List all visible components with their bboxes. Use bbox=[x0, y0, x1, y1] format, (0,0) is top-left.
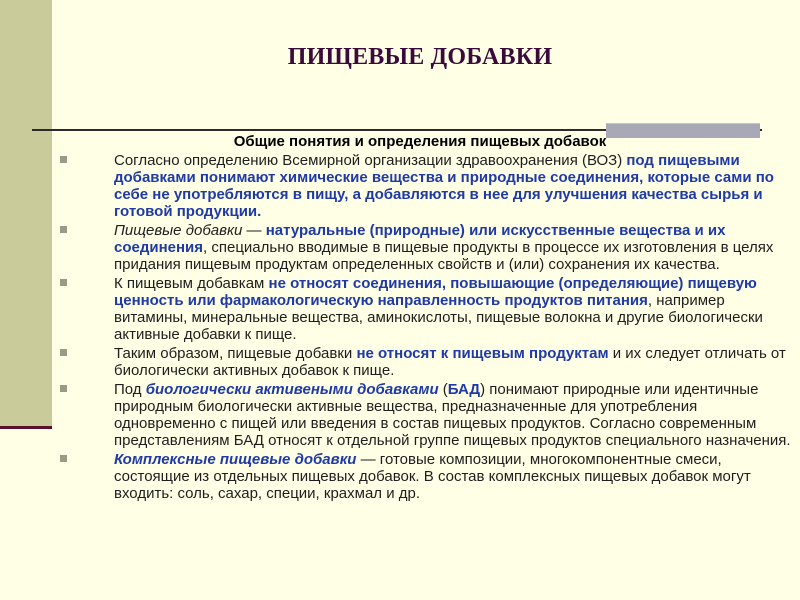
sidebar-accent-line bbox=[0, 426, 52, 429]
item-text: ( bbox=[438, 381, 448, 398]
item-highlight: не относят соединения, повышающие (определяющие) пищевую ценность или фармакологическую направленность продуктов питания bbox=[114, 275, 757, 309]
item-text: Согласно определению Всемирной организации здравоохранения (ВОЗ) bbox=[114, 152, 627, 169]
bullet-square-icon bbox=[60, 156, 67, 163]
list-item bbox=[60, 451, 798, 502]
list-item bbox=[60, 275, 798, 343]
item-highlight: БАД bbox=[447, 381, 481, 398]
item-highlight: под пищевыми добавками понимают химические вещества и природные соединения, которые сами по себе не употребляются в пищу, а добавляются в нее для улучшения качества сырья и готовой продукции. bbox=[114, 152, 774, 220]
list-item bbox=[60, 345, 798, 379]
item-text: , например витамины, минеральные вещества, аминокислоты, пищевые волокна и другие биологически активные добавки к пище. bbox=[114, 292, 763, 343]
slide-title: ПИЩЕВЫЕ ДОБАВКИ bbox=[287, 44, 553, 70]
item-highlight: Комплексные пищевые добавки bbox=[114, 451, 357, 468]
bullet-list bbox=[60, 152, 798, 504]
item-term: Пищевые добавки bbox=[114, 222, 243, 239]
item-text: Под bbox=[114, 381, 146, 398]
item-text: и их следует отличать от биологически активных добавок к пище. bbox=[114, 345, 786, 379]
item-text: , специально вводимые в пищевые продукты в процессе их изготовления в целях придания пищевым продуктам определенных свойств и (или) сохранения их качества. bbox=[114, 239, 774, 273]
item-highlight: не относят к пищевым продуктам bbox=[356, 345, 609, 362]
item-text: К пищевым добавкам bbox=[114, 275, 269, 292]
list-item bbox=[60, 152, 798, 220]
bullet-square-icon bbox=[60, 349, 67, 356]
item-highlight: биологически активеными добавками bbox=[145, 381, 439, 398]
bullet-square-icon bbox=[60, 279, 67, 286]
bullet-square-icon bbox=[60, 455, 67, 462]
item-text: — готовые композиции, многокомпонентные смеси, состоящие из отдельных пищевых добавок. В состав комплексных пищевых добавок могут входить: соль, сахар, специи, крахмал и др. bbox=[114, 451, 751, 502]
item-text: Таким образом, пищевые добавки bbox=[114, 345, 357, 362]
list-item bbox=[60, 381, 798, 449]
bullet-square-icon bbox=[60, 226, 67, 233]
item-highlight: натуральные (природные) или искусственные вещества и их соединения bbox=[114, 222, 726, 256]
bullet-square-icon bbox=[60, 385, 67, 392]
list-item bbox=[60, 222, 798, 273]
item-text: — bbox=[242, 222, 266, 239]
item-text: ) понимают природные или идентичные природным биологически активные вещества, предназначенные для употребления одновременно с пищей или введения в состав пищевых продуктов. Согласно современным представлениям БАД относят к отдельной группе пищевых продуктов специального назначения. bbox=[114, 381, 791, 449]
slide-subtitle: Общие понятия и определения пищевых добавок bbox=[233, 133, 607, 150]
